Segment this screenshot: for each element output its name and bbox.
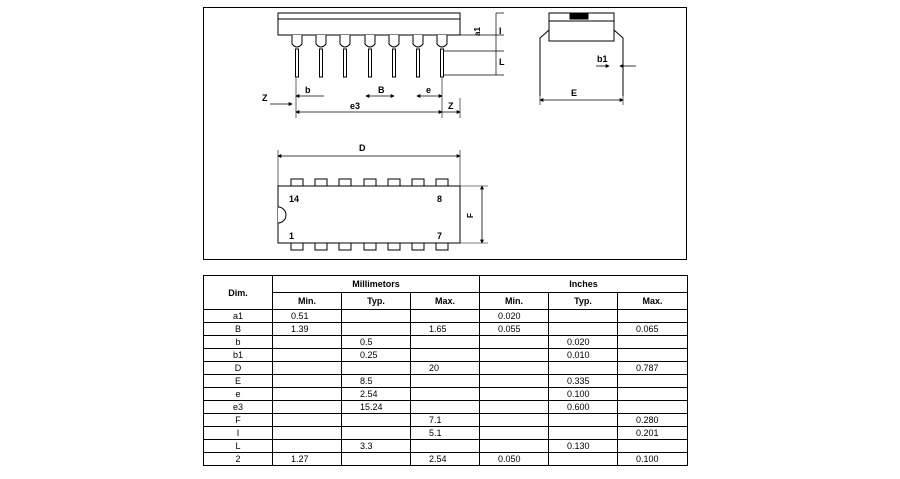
end-view (540, 13, 636, 105)
value-cell: 0.100 (549, 388, 618, 401)
table-row (204, 336, 688, 349)
mm-header: Millimetors (273, 276, 480, 293)
value-cell: 1.39 (273, 323, 342, 336)
value-cell: 3.3 (342, 440, 411, 453)
sub-header-mm-min: Min. (273, 293, 342, 310)
top-pin-lower (315, 243, 327, 250)
top-pin-lower (388, 243, 400, 250)
dim-cell: 2 (204, 453, 273, 466)
label-pin7: 7 (437, 231, 443, 241)
table-row (204, 388, 688, 401)
side-pin (365, 35, 375, 77)
package-drawing (204, 8, 688, 261)
sub-header-mm-typ: Typ. (342, 293, 411, 310)
label-D: D (359, 143, 366, 153)
value-cell: 2.54 (342, 388, 411, 401)
value-cell (342, 427, 411, 440)
dimension-table (203, 275, 688, 466)
value-cell: 0.010 (549, 349, 618, 362)
top-pin-lower (339, 243, 351, 250)
dim-cell: a1 (204, 310, 273, 323)
label-pin1: 1 (289, 231, 295, 241)
value-cell (480, 401, 549, 414)
value-cell (618, 401, 688, 414)
value-cell (273, 349, 342, 362)
side-pin (389, 35, 399, 77)
label-z-right: Z (448, 101, 454, 111)
value-cell: 0.280 (618, 414, 688, 427)
value-cell: 0.201 (618, 427, 688, 440)
top-pin-upper (291, 179, 303, 186)
value-cell (549, 310, 618, 323)
top-pin-upper (364, 179, 376, 186)
label-E: E (571, 88, 578, 98)
table-row (204, 349, 688, 362)
value-cell: 0.130 (549, 440, 618, 453)
value-cell: 0.5 (342, 336, 411, 349)
value-cell (342, 323, 411, 336)
label-a1: a1 (473, 27, 482, 36)
value-cell: 0.020 (480, 310, 549, 323)
value-cell (618, 310, 688, 323)
inch-header: Inches (480, 276, 688, 293)
label-b1: b1 (597, 54, 608, 64)
value-cell (618, 388, 688, 401)
table-row (204, 453, 688, 466)
label-L: L (499, 57, 505, 67)
value-cell (480, 349, 549, 362)
dim-cell: E (204, 375, 273, 388)
value-cell (549, 427, 618, 440)
value-cell (342, 362, 411, 375)
value-cell (411, 388, 480, 401)
value-cell (411, 349, 480, 362)
table-row (204, 414, 688, 427)
value-cell (273, 401, 342, 414)
value-cell (549, 323, 618, 336)
value-cell (480, 388, 549, 401)
value-cell (273, 414, 342, 427)
dim-cell: I (204, 427, 273, 440)
table-row (204, 323, 688, 336)
side-view (270, 13, 504, 118)
value-cell (342, 310, 411, 323)
value-cell (411, 310, 480, 323)
value-cell: 0.600 (549, 401, 618, 414)
value-cell: 8.5 (342, 375, 411, 388)
value-cell: 0.25 (342, 349, 411, 362)
label-e3: e3 (350, 101, 361, 111)
value-cell: 1.65 (411, 323, 480, 336)
top-pin-lower (436, 243, 448, 250)
side-pin (437, 35, 447, 77)
label-e: e (426, 85, 432, 95)
package-drawing-frame (203, 7, 687, 260)
label-pin14: 14 (289, 194, 300, 204)
value-cell (273, 362, 342, 375)
label-B: B (378, 85, 385, 95)
value-cell: 0.055 (480, 323, 549, 336)
value-cell (549, 453, 618, 466)
value-cell (480, 440, 549, 453)
top-pin-upper (412, 179, 424, 186)
value-cell: 2.54 (411, 453, 480, 466)
value-cell: 7.1 (411, 414, 480, 427)
value-cell: 0.100 (618, 453, 688, 466)
value-cell (618, 349, 688, 362)
top-pin-upper (339, 179, 351, 186)
value-cell (342, 453, 411, 466)
value-cell (273, 336, 342, 349)
value-cell (480, 427, 549, 440)
top-view (278, 150, 488, 250)
dim-cell: b1 (204, 349, 273, 362)
table-row (204, 401, 688, 414)
top-pin-upper (388, 179, 400, 186)
value-cell (480, 414, 549, 427)
dim-cell: D (204, 362, 273, 375)
value-cell (273, 388, 342, 401)
table-row (204, 440, 688, 453)
value-cell: 0.065 (618, 323, 688, 336)
sub-header-in-max: Max. (618, 293, 688, 310)
dim-header: Dim. (204, 276, 273, 310)
top-pin-upper (436, 179, 448, 186)
dim-cell: e (204, 388, 273, 401)
table-row (204, 362, 688, 375)
dim-cell: L (204, 440, 273, 453)
label-b: b (305, 85, 311, 95)
value-cell: 0.51 (273, 310, 342, 323)
value-cell (273, 427, 342, 440)
top-pin-lower (291, 243, 303, 250)
table-row (204, 375, 688, 388)
value-cell (273, 440, 342, 453)
dim-cell: B (204, 323, 273, 336)
dim-cell: e3 (204, 401, 273, 414)
value-cell: 1.27 (273, 453, 342, 466)
value-cell: 0.050 (480, 453, 549, 466)
value-cell (480, 336, 549, 349)
sub-header-in-typ: Typ. (549, 293, 618, 310)
value-cell (480, 362, 549, 375)
value-cell: 15.24 (342, 401, 411, 414)
dim-cell: F (204, 414, 273, 427)
value-cell (618, 375, 688, 388)
top-pin-upper (315, 179, 327, 186)
top-pin-lower (412, 243, 424, 250)
table-row (204, 427, 688, 440)
value-cell (480, 375, 549, 388)
sub-header-mm-max: Max. (411, 293, 480, 310)
value-cell (411, 401, 480, 414)
label-pin8: 8 (437, 194, 443, 204)
sub-header-in-min: Min. (480, 293, 549, 310)
value-cell (549, 362, 618, 375)
value-cell (549, 414, 618, 427)
value-cell (411, 375, 480, 388)
side-pin (316, 35, 326, 77)
value-cell (411, 440, 480, 453)
value-cell: 20 (411, 362, 480, 375)
value-cell (618, 336, 688, 349)
side-pin (340, 35, 350, 77)
label-I: I (499, 26, 502, 36)
top-pin-lower (364, 243, 376, 250)
side-pin (413, 35, 423, 77)
value-cell: 5.1 (411, 427, 480, 440)
side-pin (292, 35, 302, 77)
value-cell: 0.020 (549, 336, 618, 349)
dim-cell: b (204, 336, 273, 349)
value-cell (411, 336, 480, 349)
value-cell (273, 375, 342, 388)
value-cell (618, 440, 688, 453)
table-row (204, 310, 688, 323)
label-F: F (466, 213, 475, 218)
value-cell: 0.787 (618, 362, 688, 375)
label-z-left: Z (262, 93, 268, 103)
value-cell: 0.335 (549, 375, 618, 388)
value-cell (342, 414, 411, 427)
